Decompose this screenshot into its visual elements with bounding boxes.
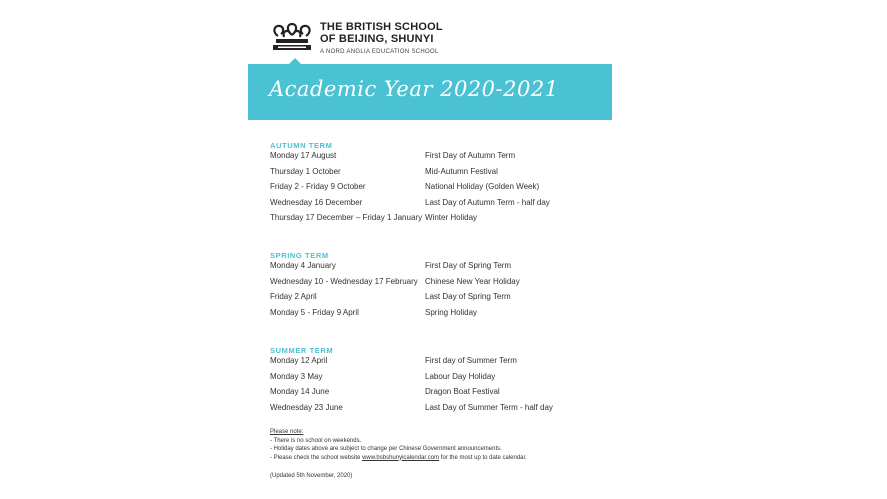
table-row	[270, 167, 612, 183]
row-date: Friday 2 - Friday 9 October	[270, 182, 366, 191]
calendar-document	[248, 0, 612, 499]
term-title: AUTUMN TERM	[270, 141, 333, 150]
school-crest-logo-icon	[270, 22, 314, 52]
table-row	[270, 403, 612, 419]
row-date: Thursday 1 October	[270, 166, 341, 176]
row-date: Wednesday 10 - Wednesday 17 February	[270, 276, 418, 286]
row-event: Spring Holiday	[425, 307, 478, 317]
updated-date: (Updated 5th November, 2020)	[270, 473, 353, 479]
school-name-line2: OF BEIJING, SHUNYI	[320, 33, 434, 45]
row-event: First Day of Spring Term	[425, 261, 512, 270]
row-event: National Holiday (Golden Week)	[425, 182, 540, 191]
table-row	[270, 277, 612, 293]
note-line	[270, 454, 527, 463]
term-title: SPRING TERM	[270, 251, 329, 260]
row-date: Monday 3 May	[270, 371, 323, 381]
page-title: Academic Year 2020-2021	[269, 77, 559, 101]
table-row	[270, 387, 612, 403]
row-event: First Day of Autumn Term	[425, 151, 516, 160]
school-tagline: A NORD ANGLIA EDUCATION SCHOOL	[320, 49, 439, 55]
row-date: Friday 2 April	[270, 292, 317, 301]
note-line-suffix: for the most up to date calendar.	[439, 454, 527, 461]
row-date: Monday 14 June	[270, 387, 330, 396]
row-event: Dragon Boat Festival	[425, 387, 500, 396]
table-row	[270, 356, 612, 372]
row-date: Monday 5 - Friday 9 April	[270, 307, 359, 317]
row-event: First day of Summer Term	[425, 356, 517, 365]
table-row	[270, 372, 612, 388]
note-line: - Holiday dates above are subject to change per Chinese Government announcements.	[270, 446, 502, 452]
autumn-term-section	[270, 141, 612, 229]
row-date: Monday 17 August	[270, 151, 337, 160]
row-date: Monday 12 April	[270, 356, 328, 365]
row-date: Thursday 17 December – Friday 1 January	[270, 213, 423, 222]
table-row	[270, 182, 612, 198]
table-row	[270, 292, 612, 308]
row-event: Last Day of Spring Term	[425, 292, 511, 301]
spring-term-section	[270, 251, 612, 323]
row-event: Winter Holiday	[425, 213, 478, 222]
row-date: Wednesday 16 December	[270, 197, 363, 207]
summer-term-section	[270, 346, 612, 418]
row-event: Chinese New Year Holiday	[425, 276, 520, 286]
school-name-block	[320, 22, 443, 55]
website-link[interactable]: www.bsbshunyicalendar.com	[362, 454, 440, 461]
row-date: Monday 4 January	[270, 261, 336, 270]
note-line: - There is no school on weekends.	[270, 437, 362, 444]
term-title: SUMMER TERM	[270, 346, 334, 355]
footnote	[270, 428, 527, 462]
table-row	[270, 308, 612, 324]
banner-notch	[289, 58, 301, 64]
title-banner	[248, 64, 612, 120]
note-heading: Please note:	[270, 429, 304, 435]
row-date: Wednesday 23 June	[270, 402, 343, 412]
table-row	[270, 261, 612, 277]
row-event: Last Day of Autumn Term - half day	[425, 197, 550, 207]
row-event: Mid-Autumn Festival	[425, 166, 498, 176]
school-name-line1: THE BRITISH SCHOOL	[320, 21, 443, 33]
table-row	[270, 213, 612, 229]
table-row	[270, 151, 612, 167]
row-event: Labour Day Holiday	[425, 371, 496, 381]
table-row	[270, 198, 612, 214]
note-line-prefix: - Please check the school website	[270, 454, 363, 461]
row-event: Last Day of Summer Term - half day	[425, 402, 553, 412]
